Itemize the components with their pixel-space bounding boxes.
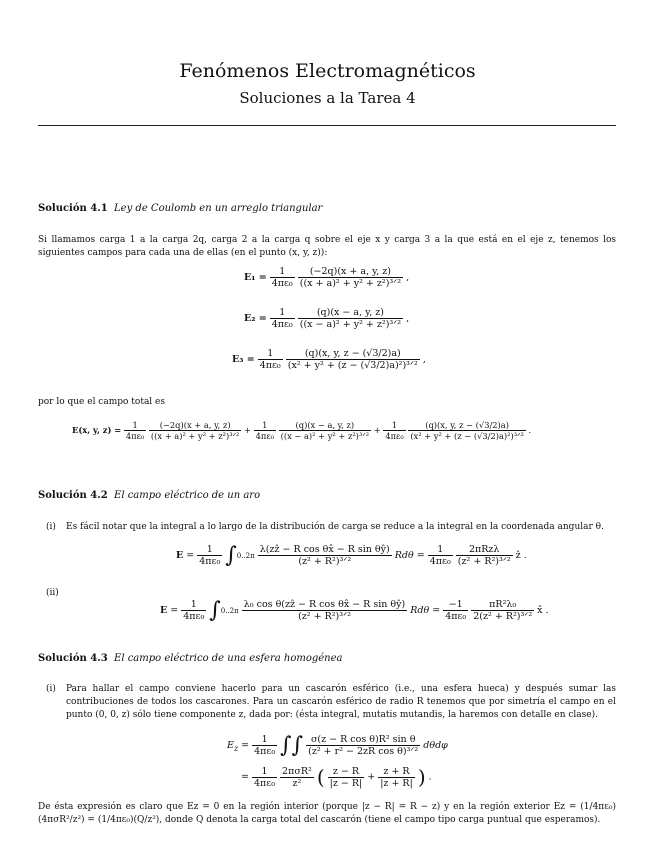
ring-i-numerator: λ(zẑ − R cos θx̂ − R sin θŷ) <box>259 544 390 555</box>
item-label: (i) <box>46 522 56 532</box>
paragraph-intro: Si llamamos carga 1 a la carga 2q, carga 2 a la carga q sobre el eje x y carga 3 a la que está en el eje z, tenemos los siguientes campos para cada una de ellas (en el punto (x, y, z)): <box>38 235 616 258</box>
section-4-1-heading <box>38 203 322 214</box>
ez-denominator: (z² + r² − 2zR cos θ)³ᐟ² <box>308 746 419 757</box>
equation-e3: E₃ = $\frac{1}{\text{4πε₀}}$ $\frac{(q)(x, y, z - (√3/2)a)}{\text{(x² + y² + (z − (√3/2)a)²)³ᐟ²}}$ , <box>232 348 426 371</box>
pref-num: 1 <box>383 420 405 431</box>
ez2-denominator: z² <box>292 777 302 789</box>
ring-ii-denominator: (z² + R²)³ᐟ² <box>298 611 351 622</box>
section-number: Solución 4.1 <box>38 203 108 214</box>
equation-ez: $E_z$ = $\frac{1}{\text{4πε₀}}$ ∫∫ $\frac{\text{σ(z − R cos θ)R² sin θ}}{\text{(z² + r² − 2zR cos θ)³ᐟ²}}$ dθdφ <box>227 733 448 758</box>
e2-lhs: E₂ = <box>244 313 267 324</box>
document-subtitle: Soluciones a la Tarea 4 <box>239 89 416 107</box>
item-label: (ii) <box>46 588 59 598</box>
e3-numerator: (q)(x, y, z − (√3/2)a) <box>286 348 420 360</box>
t2-denominator: ((x − a)² + y² + z²)³ᐟ² <box>280 431 370 441</box>
pref-num: 1 <box>124 420 146 431</box>
ring-ii-numerator: λ₀ cos θ(zẑ − R cos θx̂ − R sin θŷ) <box>243 599 406 610</box>
title-rule <box>38 125 616 126</box>
paragraph-total: por lo que el campo total es <box>38 397 165 407</box>
pref-den: 4πε₀ <box>183 611 205 622</box>
section-number: Solución 4.2 <box>38 490 108 501</box>
ring-i-rhs-numerator: 2πRzλ <box>456 544 513 556</box>
pref-den: 4πε₀ <box>429 556 451 567</box>
pref-den: 4πε₀ <box>271 278 293 289</box>
t2-numerator: (q)(x − a, y, z) <box>279 420 371 431</box>
pref-den: 4πε₀ <box>254 746 276 757</box>
pref-num: 1 <box>428 544 453 556</box>
e3-denominator: (x² + y² + (z − (√3/2)a)²)³ᐟ² <box>287 360 418 371</box>
equation-ring-ii: E = $\frac{1}{\text{4πε₀}}$ ∫0..2π $\frac{\text{λ₀ cos θ(zẑ − R cos θx̂ − R sin θŷ)}}{\text{(z² + R²)³ᐟ²}}$ Rdθ = $\frac{-1}{\text{4πε₀}}$ $\frac{\text{πR²λ₀}}{\text{2(z² + R²)³ᐟ²}}$ x̂ . <box>160 598 549 623</box>
pref-den: 4πε₀ <box>125 431 145 441</box>
ring-i-rhs-denominator: (z² + R²)³ᐟ² <box>457 556 511 567</box>
integral-sign: ∫ <box>225 543 237 568</box>
e3-lhs: E₃ = <box>232 354 255 365</box>
pref-num: 1 <box>252 734 277 746</box>
integral-sign: ∫∫ <box>280 733 304 758</box>
equation-ez-result: = $\frac{1}{\text{4πε₀}}$ $\frac{\text{2πσR²}}{\text{z²}}$ ( $\frac{z - R}{|z - R|}$ + $\frac{z + R}{|z + R|}$ ) . <box>241 765 432 789</box>
pref-den: 4πε₀ <box>199 556 221 567</box>
pref-den: 4πε₀ <box>445 611 467 622</box>
item-i-text: Es fácil notar que la integral a lo largo de la distribución de carga se reduce a la integral en la coordenada angular θ. <box>66 522 604 532</box>
pref-den: 4πε₀ <box>253 777 276 789</box>
pref-den: 4πε₀ <box>255 431 274 441</box>
pref-num: 1 <box>254 420 276 431</box>
pref-num: 1 <box>197 544 222 556</box>
document-title: Fenómenos Electromagnéticos <box>179 60 476 82</box>
section-4-3-heading <box>38 653 343 664</box>
t3-numerator: (q)(x, y, z − (√3/2)a) <box>408 420 526 431</box>
integral-sign: ∫ <box>209 598 221 623</box>
section-4-2-heading <box>38 490 260 501</box>
section-number: Solución 4.3 <box>38 653 108 664</box>
e1-numerator: (−2q)(x + a, y, z) <box>298 266 403 278</box>
pref-num: 1 <box>258 348 283 360</box>
pref-num: 1 <box>181 599 206 611</box>
ring-ii-rhs-denominator: 2(z² + R²)³ᐟ² <box>473 611 533 622</box>
t3-denominator: (x² + y² + (z − (√3/2)a)²)³ᐟ² <box>410 431 524 441</box>
t1-numerator: (−2q)(x + a, y, z) <box>149 420 241 431</box>
pref-den: 4πε₀ <box>271 319 293 330</box>
ez-numerator: σ(z − R cos θ)R² sin θ <box>306 734 420 746</box>
pref-num: 1 <box>270 266 295 278</box>
equation-ring-i: E = $\frac{1}{\text{4πε₀}}$ ∫0..2π $\frac{\text{λ(zẑ − R cos θx̂ − R sin θŷ)}}{\text{(z² + R²)³ᐟ²}}$ Rdθ = $\frac{1}{\text{4πε₀}}$ $\frac{\text{2πRzλ}}{\text{(z² + R²)³ᐟ²}}$ ẑ . <box>176 543 527 568</box>
ring-ii-rhs-numerator: πR²λ₀ <box>471 599 534 611</box>
equation-e2: E₂ = $\frac{1}{\text{4πε₀}}$ $\frac{(q)(x - a, y, z)}{\text{((x − a)² + y² + z²)³ᐟ²}}$ , <box>244 307 410 330</box>
section-topic: El campo eléctrico de un aro <box>114 490 261 501</box>
ring-i-denominator: (z² + R²)³ᐟ² <box>298 556 352 567</box>
e2-numerator: (q)(x − a, y, z) <box>298 307 403 319</box>
section-topic: El campo eléctrico de una esfera homogénea <box>114 653 343 664</box>
pref-num: 1 <box>270 307 295 319</box>
item-sphere-text: Para hallar el campo conviene hacerlo para un cascarón esférico (i.e., una esfera hueca) y después sumar las contribuciones de todos los cascarones. Para un cascarón esférico de radio R tenemos que por simetría el campo en el punto (0, 0, z) sólo tiene componente z, dada por: (ésta integral, mutatis mutandis, la haremos con detalle en clase). <box>66 684 616 720</box>
ez2-numerator: 2πσR² <box>282 765 312 777</box>
e1-lhs: E₁ = <box>244 272 267 283</box>
equation-total-field: E(x, y, z) = $\frac{1}{\text{4πε₀}}$ $\frac{(-2q)(x + a, y, z)}{\text{((x + a)² + y² + z²)³ᐟ²}}$ + $\frac{1}{\text{4πε₀}}$ $\frac{(q)(x - a, y, z)}{\text{((x − a)² + y² + z²)³ᐟ²}}$ + $\frac{1}{\text{4πε₀}}$ $\frac{(q)(x, y, z - (√3/2)a)}{\text{(x² + y² + (z − (√3/2)a)²)³ᐟ²}}$ . <box>72 420 532 441</box>
pref-num: 1 <box>252 766 277 778</box>
t1-denominator: ((x + a)² + y² + z²)³ᐟ² <box>150 431 240 441</box>
equation-e1: E₁ = $\frac{1}{\text{4πε₀}}$ $\frac{(-2q)(x + a, y, z)}{\text{((x + a)² + y² + z²)³ᐟ²}}$ , <box>244 266 410 289</box>
item-label: (i) <box>46 684 56 694</box>
pref-den: 4πε₀ <box>385 431 404 441</box>
total-lhs: E(x, y, z) = <box>72 425 122 435</box>
e2-denominator: ((x − a)² + y² + z²)³ᐟ² <box>299 319 402 330</box>
e1-denominator: ((x + a)² + y² + z²)³ᐟ² <box>299 278 402 289</box>
pref-den: 4πε₀ <box>259 360 281 371</box>
paragraph-conclusion: De ésta expresión es claro que Ez = 0 en la región interior (porque |z − R| = R − z) y en la región exterior Ez = (1/4πε₀)(4πσR²/z²) = (1/4πε₀)(Q/z²), donde Q denota la carga total del cascarón (tiene el campo tipo carga puntual que esperamos). <box>38 802 616 825</box>
section-topic: Ley de Coulomb en un arreglo triangular <box>114 203 323 214</box>
